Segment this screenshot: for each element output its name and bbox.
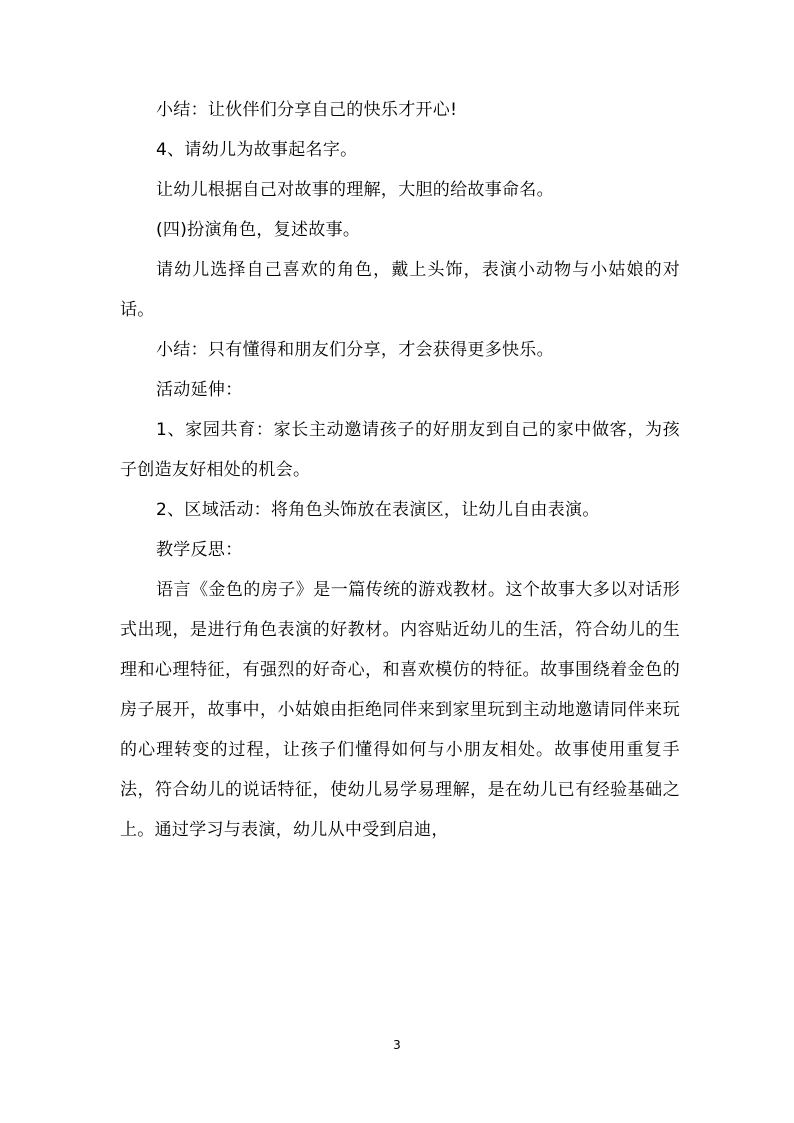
paragraph-summary-share: 小结：让伙伴们分享自己的快乐才开心!: [156, 100, 458, 120]
paragraph-reflection-heading: 教学反思：: [156, 540, 243, 560]
page-number: 3: [393, 1038, 401, 1052]
paragraph-step-4: 4、请幼儿为故事起名字。: [156, 140, 358, 160]
paragraph-role-play: 请幼儿选择自己喜欢的角色，戴上头饰，表演小动物与小姑娘的对话。: [120, 260, 680, 320]
paragraph-summary-friends: 小结：只有懂得和朋友们分享，才会获得更多快乐。: [156, 340, 554, 360]
paragraph-extension-2: 2、区域活动：将角色头饰放在表演区，让幼儿自由表演。: [156, 500, 600, 520]
paragraph-section-4-heading: (四)扮演角色，复述故事。: [156, 220, 361, 240]
paragraph-naming-story: 让幼儿根据自己对故事的理解，大胆的给故事命名。: [156, 180, 554, 200]
paragraph-extension-heading: 活动延伸：: [156, 380, 243, 400]
paragraph-reflection-body: 语言《金色的房子》是一篇传统的游戏教材。这个故事大多以对话形式出现，是进行角色表演的好教材。内容贴近幼儿的生活，符合幼儿的生理和心理特征，有强烈的好奇心，和喜欢模仿的特征。故事围绕着金色的房子展开，故事中，小姑娘由拒绝同伴来到家里玩到主动地邀请同伴来玩的心理转变的过程，让孩子们懂得如何与小朋友相处。故事使用重复手法，符合幼儿的说话特征，使幼儿易学易理解，是在幼儿已有经验基础之上。通过学习与表演，幼儿从中受到启迪，: [120, 580, 680, 840]
paragraph-extension-1: 1、家园共育：家长主动邀请孩子的好朋友到自己的家中做客，为孩子创造友好相处的机会。: [120, 420, 680, 480]
document-body: [120, 90, 680, 850]
